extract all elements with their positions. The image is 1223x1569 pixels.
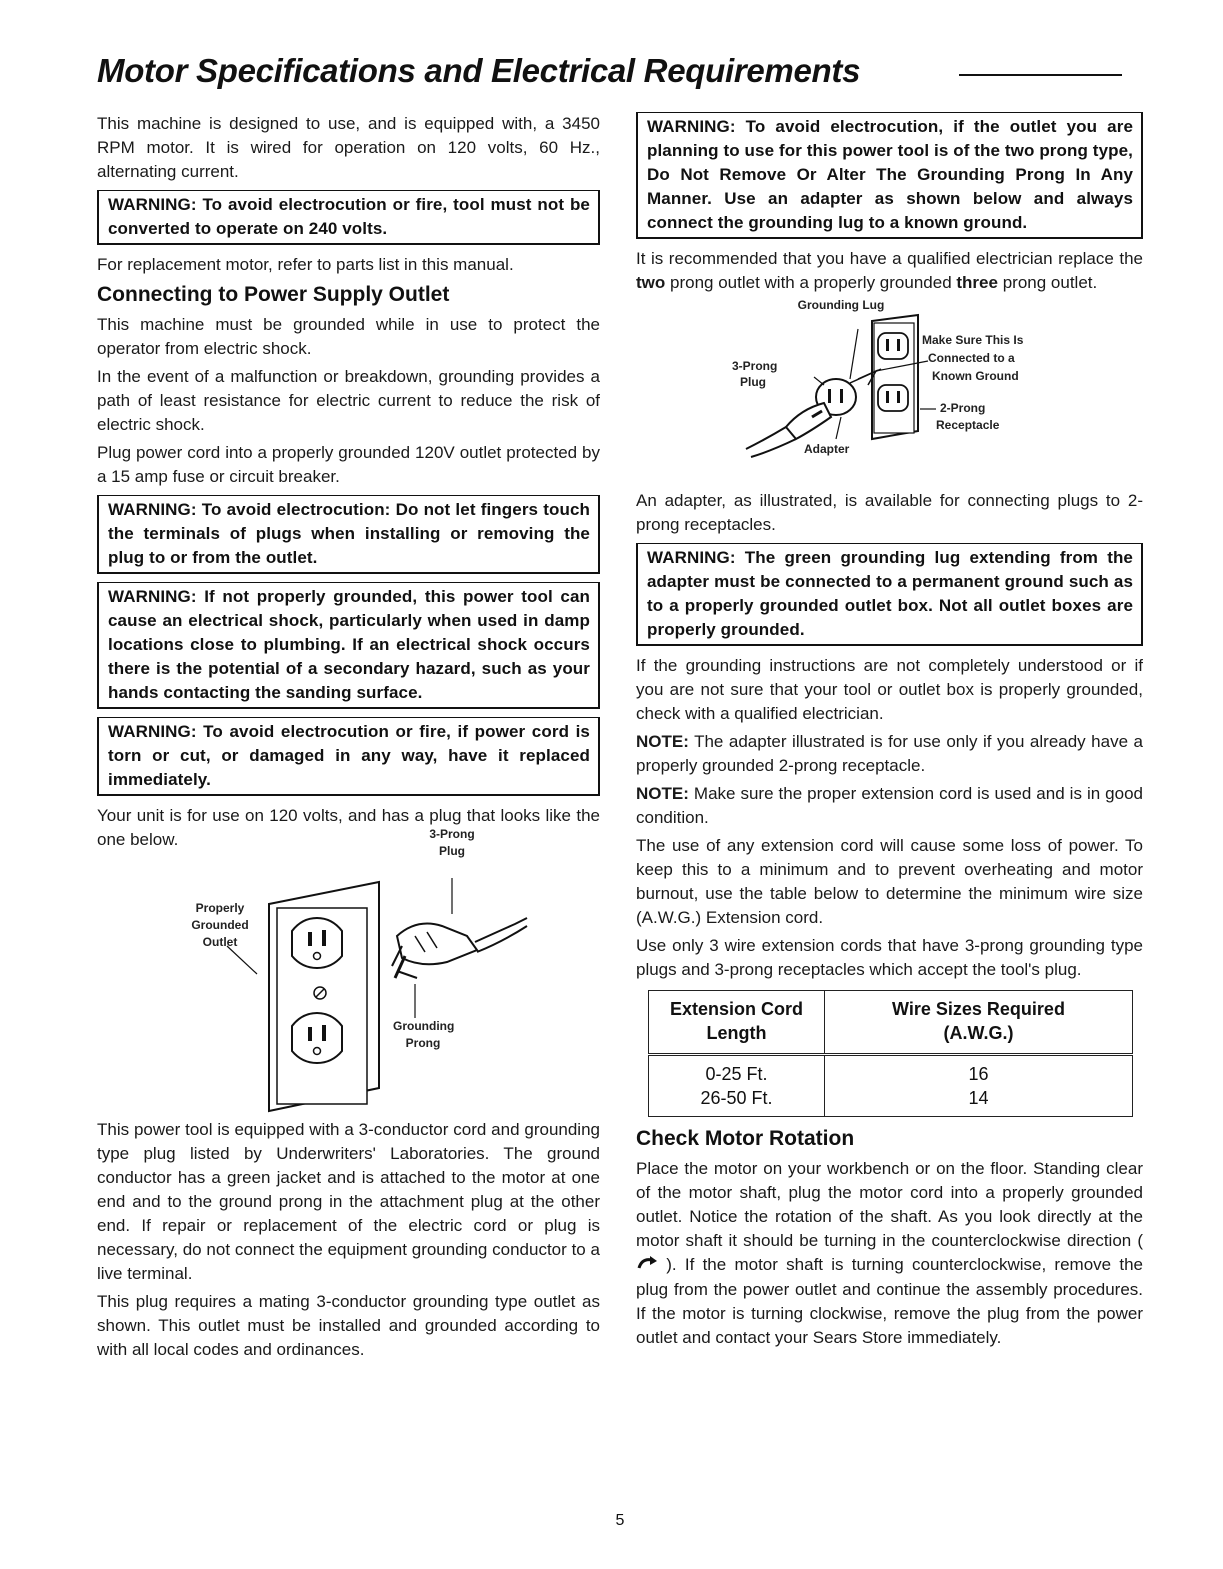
requires-text: This plug requires a mating 3-conductor grounding type outlet as shown. This outlet must be installed and grounded according to with all local codes and ordinances. — [97, 1292, 600, 1359]
label-grounding-lug: Grounding Lug — [797, 298, 885, 312]
unit-text: Your unit is for use on 120 volts, and has a plug that looks like the one below. — [97, 806, 600, 849]
heading-connecting: Connecting to Power Supply Outlet — [97, 283, 450, 306]
title-row — [97, 52, 1122, 100]
table-header-length — [649, 991, 825, 1055]
warning-terminals: WARNING: To avoid electrocution: Do not let fingers touch the terminals of plugs when installing or removing the plug to or from the outlet. — [97, 495, 600, 574]
label-plug: Plug — [740, 375, 766, 389]
label-grounding-prong: Grounding Prong — [393, 1019, 455, 1050]
place-motor-part-b: ). If the motor shaft is turning counterclockwise, remove the plug from the power outlet and continue the assembly procedures. If the motor is turning clockwise, remove the plug from the power outlet and contact your Sears Store immediately. — [636, 1255, 1143, 1347]
page-number: 5 — [615, 1512, 625, 1529]
note-extension-text: Make sure the proper extension cord is used and is in good condition. — [636, 784, 1143, 827]
note-adapter-text: The adapter illustrated is for use only if you already have a properly grounded 2-prong receptacle. — [636, 732, 1144, 775]
malfunction-text: In the event of a malfunction or breakdown, grounding provides a path of least resistance for electric current to reduce the risk of electric shock. — [97, 367, 600, 434]
equipped-text: This power tool is equipped with a 3-conductor cord and grounding type plug listed by Underwriters' Laboratories. The ground conductor has a green jacket and is attached to the motor at one end and to the ground prong in the attachment plug at the other end. If repair or replacement of the electric cord or plug is necessary, do not connect the equipment grounding conductor to a live terminal. — [97, 1120, 600, 1283]
grounded-text: This machine must be grounded while in use to protect the operator from electric shock. — [97, 315, 600, 358]
counterclockwise-arrow-icon — [636, 1254, 658, 1278]
title-rule — [959, 74, 1122, 76]
left-column — [97, 112, 600, 1366]
warning-green-lug: WARNING: The green grounding lug extending from the adapter must be connected to a permanent ground such as to a properly grounded outlet box. Not all outlet boxes are properly grounded. — [636, 543, 1143, 646]
outlet-plug-illustration — [97, 856, 600, 1118]
recommended-three: three — [956, 273, 998, 292]
table-cell-length: 0-25 Ft. — [649, 1055, 825, 1087]
table-row — [649, 1055, 1133, 1087]
table-header-size — [825, 991, 1133, 1055]
table-cell-length: 26-50 Ft. — [649, 1086, 825, 1117]
note-extension — [636, 782, 1143, 830]
table-cell-size: 16 — [968, 1064, 989, 1084]
extension-cord-table — [648, 990, 1133, 1117]
heading-check-rotation: Check Motor Rotation — [636, 1127, 855, 1150]
recommended-part-b: prong outlet with a properly grounded — [670, 273, 952, 292]
if-grounding-text: If the grounding instructions are not completely understood or if you are not sure that your tool or outlet box is properly grounded, check with a qualified electrician. — [636, 656, 1143, 723]
label-make-sure: Make Sure This Is — [922, 333, 1024, 347]
label-adapter: Adapter — [804, 442, 850, 456]
intro-text: This machine is designed to use, and is equipped with, a 3450 RPM motor. It is wired for operation on 120 volts, 60 Hz., alternating current. — [97, 114, 600, 181]
table-header-row — [649, 991, 1133, 1055]
place-motor-text — [636, 1157, 1143, 1350]
header-size-line2: (A.W.G.) — [943, 1023, 1014, 1043]
only-text: Use only 3 wire extension cords that have 3-prong grounding type plugs and 3-prong receptacles which accept the tool's plug. — [636, 936, 1143, 979]
adapter-text: An adapter, as illustrated, is available for connecting plugs to 2-prong receptacles. — [636, 491, 1143, 534]
warning-240-volts: WARNING: To avoid electrocution or fire, tool must not be converted to operate on 240 volts. — [97, 190, 600, 245]
adapter-illustration — [636, 299, 1143, 489]
page-title: Motor Specifications and Electrical Requirements — [97, 52, 861, 89]
label-3-prong: 3-Prong — [732, 359, 778, 373]
label-3-prong-plug: 3-Prong Plug — [429, 827, 475, 858]
place-motor-part-a: Place the motor on your workbench or on the floor. Standing clear of the motor shaft, plug the motor cord into a properly grounded outlet. Notice the rotation of the shaft. As you look directly at the motor shaft it should be turning in the counterclockwise direction ( — [636, 1159, 1143, 1250]
label-known-ground: Known Ground — [932, 369, 1019, 383]
table-row — [649, 1086, 1133, 1117]
header-size-line1: Wire Sizes Required — [892, 999, 1065, 1019]
use-text: The use of any extension cord will cause some loss of power. To keep this to a minimum and to prevent overheating and motor burnout, use the table below to determine the minimum wire size (A.W.G.) Extension cord. — [636, 836, 1143, 927]
label-connected: Connected to a — [928, 351, 1015, 365]
header-length-line1: Extension Cord — [669, 999, 803, 1019]
label-receptacle: Receptacle — [936, 418, 1000, 432]
right-column — [636, 112, 1143, 1354]
note-adapter — [636, 730, 1143, 778]
table-cell-size: 14 — [968, 1088, 989, 1108]
header-length-line2: Length — [706, 1023, 767, 1043]
warning-grounded: WARNING: If not properly grounded, this power tool can cause an electrical shock, particularly when used in damp locations close to plumbing. If an electrical shock occurs there is the potential of a secondary hazard, such as your hands contacting the sanding surface. — [97, 582, 600, 709]
adapter-figure — [636, 299, 1143, 489]
label-2-prong: 2-Prong — [940, 401, 986, 415]
note-label-2: NOTE: — [636, 784, 689, 803]
recommended-part-c: prong outlet. — [1002, 273, 1098, 292]
recommended-part-a: It is recommended that you have a qualified electrician replace the — [636, 249, 1143, 268]
label-properly-grounded-outlet: Properly Grounded Outlet — [191, 901, 249, 949]
warning-power-cord: WARNING: To avoid electrocution or fire, if power cord is torn or cut, or damaged in any way, have it replaced immediately. — [97, 717, 600, 796]
note-label-1: NOTE: — [636, 732, 689, 751]
replacement-motor-text: For replacement motor, refer to parts list in this manual. — [97, 255, 514, 274]
recommended-two: two — [636, 273, 666, 292]
recommended-text — [636, 247, 1143, 295]
plug-power-text: Plug power cord into a properly grounded 120V outlet protected by a 15 amp fuse or circuit breaker. — [97, 443, 600, 486]
warning-two-prong: WARNING: To avoid electrocution, if the outlet you are planning to use for this power tool is of the two prong type, Do Not Remove Or Alter The Grounding Prong In Any Manner. Use an adapter as shown below and always connect the grounding lug to a known ground. — [636, 112, 1143, 239]
